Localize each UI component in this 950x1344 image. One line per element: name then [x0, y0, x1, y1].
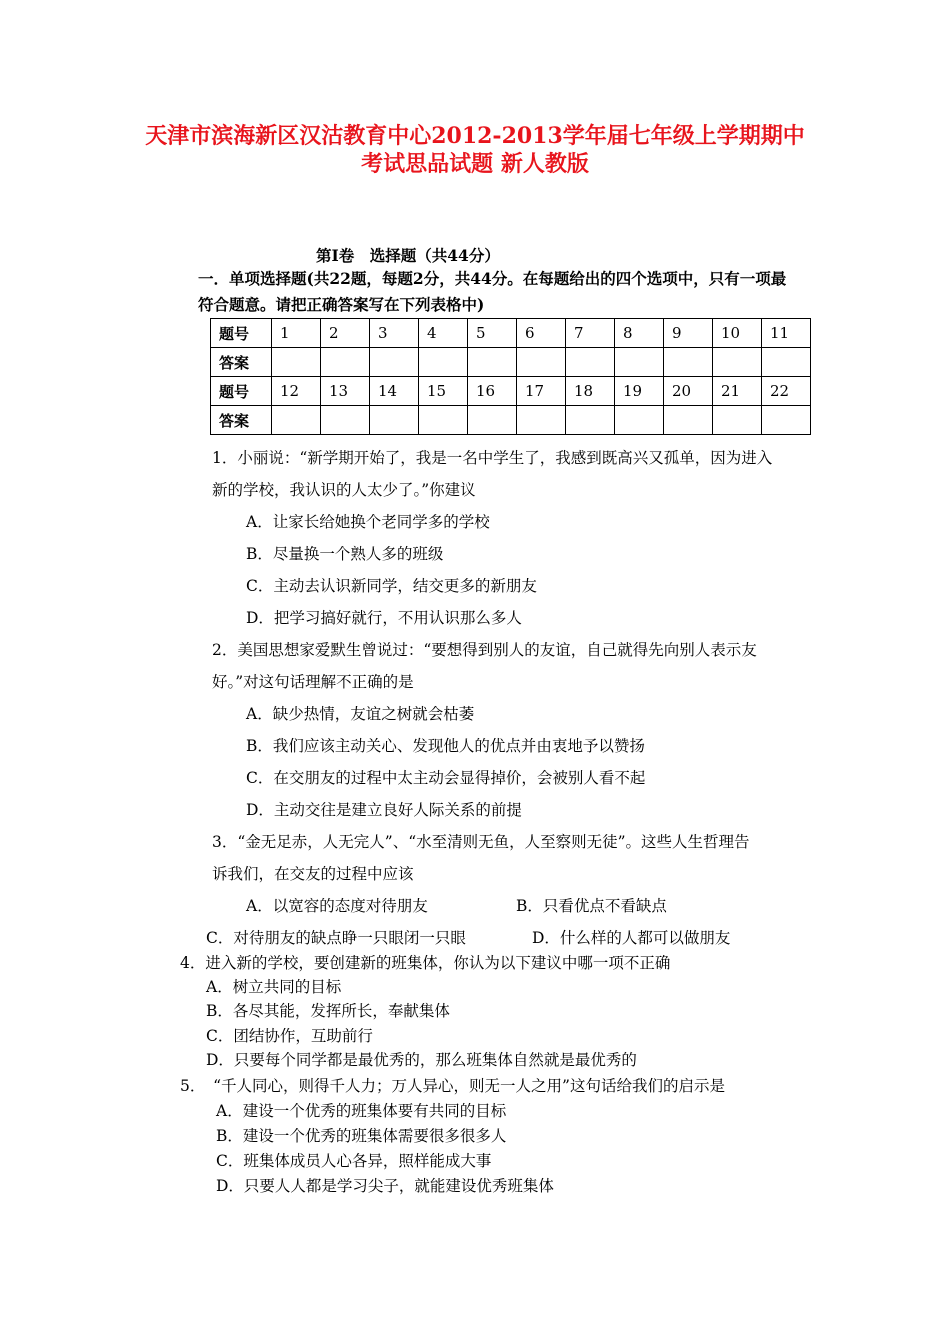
question-5-option-b: B．建设一个优秀的班集体需要很多很多人 [216, 1127, 507, 1145]
question-2-option-a: A．缺少热情，友谊之树就会枯萎 [246, 705, 475, 723]
document-title-line-2: 考试思品试题 新人教版 [361, 151, 589, 177]
number-cell: 4 [419, 319, 468, 348]
number-cell: 16 [468, 377, 517, 406]
number-cell: 5 [468, 319, 517, 348]
question-2-option-d: D．主动交往是建立良好人际关系的前提 [246, 801, 522, 819]
answer-cell[interactable] [272, 406, 321, 435]
question-2-option-c: C．在交朋友的过程中太主动会显得掉价，会被别人看不起 [246, 769, 646, 787]
answer-cell[interactable] [517, 406, 566, 435]
answer-cell[interactable] [713, 406, 762, 435]
number-cell: 12 [272, 377, 321, 406]
question-1-option-b: B．尽量换一个熟人多的班级 [246, 545, 444, 563]
answer-cell[interactable] [615, 348, 664, 377]
question-3-option-d: D．什么样的人都可以做朋友 [532, 929, 731, 947]
answer-cell[interactable] [321, 406, 370, 435]
number-cell: 6 [517, 319, 566, 348]
number-cell: 22 [762, 377, 811, 406]
question-4-option-d: D．只要每个同学都是最优秀的，那么班集体自然就是最优秀的 [206, 1051, 637, 1069]
number-cell: 1 [272, 319, 321, 348]
answer-cell[interactable] [321, 348, 370, 377]
number-cell: 2 [321, 319, 370, 348]
number-cell: 9 [664, 319, 713, 348]
question-1-stem-line-1: 1．小丽说：“新学期开始了，我是一名中学生了，我感到既高兴又孤单，因为进入 [212, 449, 773, 467]
number-cell: 10 [713, 319, 762, 348]
question-1-option-c: C．主动去认识新同学，结交更多的新朋友 [246, 577, 537, 595]
answer-cell[interactable] [762, 348, 811, 377]
answer-cell[interactable] [419, 406, 468, 435]
answer-table [210, 318, 811, 435]
number-cell: 20 [664, 377, 713, 406]
question-2-stem-line-2: 好。”对这句话理解不正确的是 [212, 673, 414, 691]
question-3-option-a: A．以宽容的态度对待朋友 [246, 897, 428, 915]
question-2-option-b: B．我们应该主动关心、发现他人的优点并由衷地予以赞扬 [246, 737, 645, 755]
answer-cell[interactable] [468, 348, 517, 377]
section-heading: 第Ⅰ卷 选择题（共44分） [316, 246, 500, 265]
number-cell: 21 [713, 377, 762, 406]
answer-cell[interactable] [566, 348, 615, 377]
table-row [211, 377, 811, 406]
answer-cell[interactable] [615, 406, 664, 435]
number-cell: 11 [762, 319, 811, 348]
question-5-option-a: A．建设一个优秀的班集体要有共同的目标 [216, 1102, 507, 1120]
table-row [211, 406, 811, 435]
row-label-answer: 答案 [211, 348, 272, 377]
number-cell: 3 [370, 319, 419, 348]
instruction-line-1: 一．单项选择题(共22题，每题2分，共44分。在每题给出的四个选项中，只有一项最 [198, 269, 787, 288]
question-4-stem: 4．进入新的学校，要创建新的班集体，你认为以下建议中哪一项不正确 [180, 954, 671, 972]
question-2-stem-line-1: 2．美国思想家爱默生曾说过：“要想得到别人的友谊，自己就得先向别人表示友 [212, 641, 757, 659]
answer-cell[interactable] [272, 348, 321, 377]
number-cell: 17 [517, 377, 566, 406]
answer-cell[interactable] [370, 348, 419, 377]
question-5-option-c: C．班集体成员人心各异，照样能成大事 [216, 1152, 492, 1170]
answer-cell[interactable] [468, 406, 517, 435]
question-4-option-a: A．树立共同的目标 [206, 978, 342, 996]
question-4-option-b: B．各尽其能，发挥所长，奉献集体 [206, 1002, 450, 1020]
number-cell: 13 [321, 377, 370, 406]
question-3-stem-line-1: 3．“金无足赤，人无完人”、“水至清则无鱼，人至察则无徒”。这些人生哲理告 [212, 833, 750, 851]
table-row [211, 319, 811, 348]
answer-cell[interactable] [762, 406, 811, 435]
row-label-number: 题号 [211, 319, 272, 348]
answer-cell[interactable] [664, 406, 713, 435]
number-cell: 7 [566, 319, 615, 348]
question-1-option-d: D．把学习搞好就行，不用认识那么多人 [246, 609, 522, 627]
question-3-option-b: B．只看优点不看缺点 [516, 897, 667, 915]
answer-cell[interactable] [664, 348, 713, 377]
number-cell: 19 [615, 377, 664, 406]
answer-cell[interactable] [419, 348, 468, 377]
answer-cell[interactable] [566, 406, 615, 435]
instruction-line-2: 符合题意。请把正确答案写在下列表格中) [198, 295, 485, 314]
number-cell: 8 [615, 319, 664, 348]
number-cell: 18 [566, 377, 615, 406]
question-1-stem-line-2: 新的学校，我认识的人太少了。”你建议 [212, 481, 476, 499]
question-1-option-a: A．让家长给她换个老同学多的学校 [246, 513, 490, 531]
answer-cell[interactable] [713, 348, 762, 377]
document-title-line-1: 天津市滨海新区汉沽教育中心2012-2013学年届七年级上学期期中 [145, 123, 805, 149]
question-4-option-c: C．团结协作，互助前行 [206, 1027, 373, 1045]
answer-cell[interactable] [370, 406, 419, 435]
question-5-stem: 5． “千人同心，则得千人力；万人异心，则无一人之用”这句话给我们的启示是 [180, 1077, 725, 1095]
row-label-number: 题号 [211, 377, 272, 406]
answer-cell[interactable] [517, 348, 566, 377]
question-3-option-c: C．对待朋友的缺点睁一只眼闭一只眼 [206, 929, 466, 947]
row-label-answer: 答案 [211, 406, 272, 435]
question-3-stem-line-2: 诉我们，在交友的过程中应该 [212, 865, 414, 883]
table-row [211, 348, 811, 377]
number-cell: 14 [370, 377, 419, 406]
question-5-option-d: D．只要人人都是学习尖子，就能建设优秀班集体 [216, 1177, 554, 1195]
number-cell: 15 [419, 377, 468, 406]
